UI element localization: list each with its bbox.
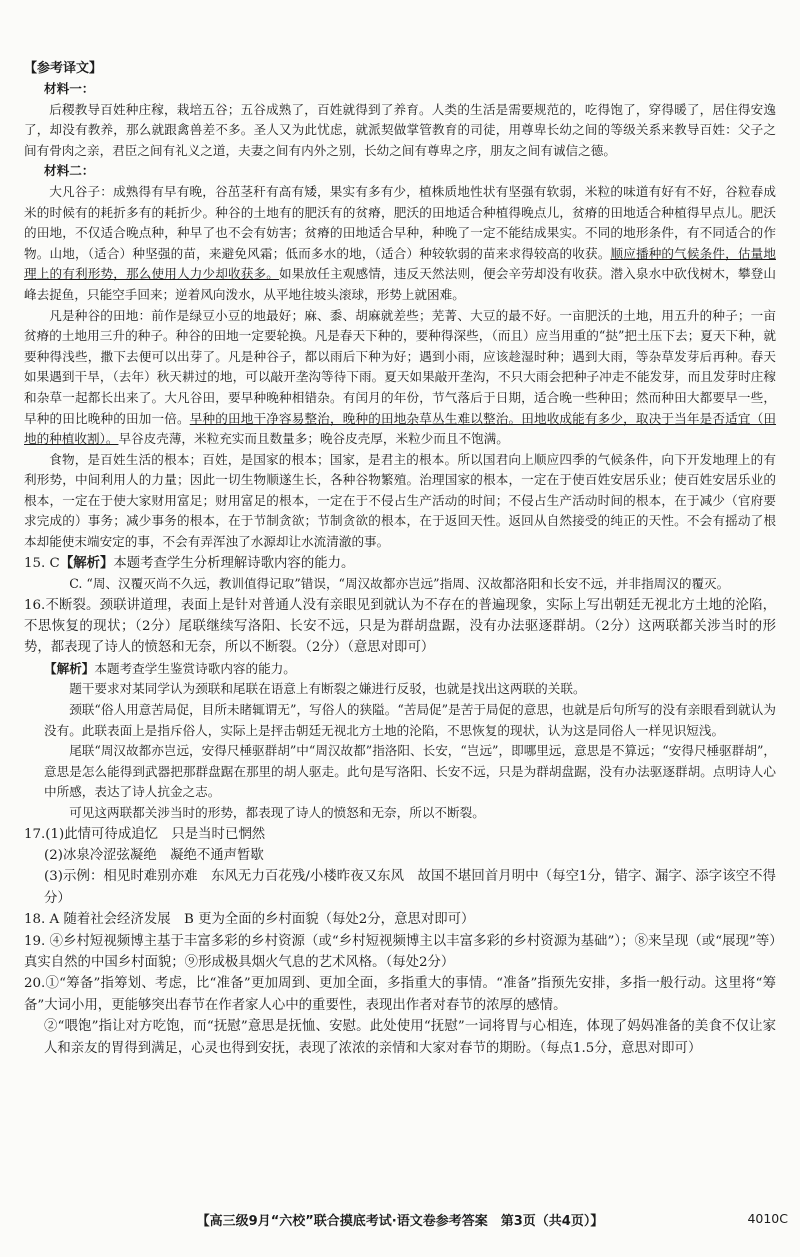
q17-answer-2: (2)冰泉冷涩弦凝绝 凝绝不通声暂歇 xyxy=(44,848,264,864)
q20-a1: ①“筹备”指筹划、考虑，比“准备”更加周到、更加全面，多指重大的事情。“准备”指预先安排，多指一般行动。这里将“筹备”大词小用，更能够突出春节在作者家人心中的重要性，表现出作者对春节的浓厚的感情。 xyxy=(24,976,776,1013)
q16-analysis-tag: 【解析】 xyxy=(44,660,95,676)
q15-intro: 本题考查学生分析理解诗歌内容的能力。 xyxy=(113,555,355,571)
q17-label: 17. xyxy=(24,826,46,842)
q18-answer: 18. A 随着社会经济发展 B 更为全面的乡村面貌（每处2分，意思对即可） xyxy=(24,912,475,928)
para-2-text-a: 凡是种谷的田地：前作是绿豆小豆的地最好；麻、黍、胡麻就差些；芜菁、大豆的最不好。一亩肥沃的土地，用五升的种子；一亩贫瘠的土地用三升的种子。种谷的田地一定要轮换。凡是春天下种的，要种得深些，（而且）应当用重的“挞”把土压下去；夏天下种，就要种得浅些，撒下去便可以出芽了。凡是种谷子，都以雨后下种为好；遇到小雨，应该趁湿时种；遇到大雨，等杂草发芽后再种。春天如果遇到干旱，（去年）秋天耕过的地，可以敲开垄沟等待下雨。夏天如果敲开垄沟，不只大雨会把种子冲走不能发芽，而且发芽时庄稼和杂草一起都长出来了。大凡谷田，要早种晚种相错杂。有闰月的年份，节气落后于日期，适合晚一些种田；然而种田大都要早一些，早种的田比晚种的田加一倍。 xyxy=(24,307,776,426)
material-2-para-2 xyxy=(24,306,776,450)
section-heading: 【参考译文】 xyxy=(24,61,103,76)
para-1-text-b: 如果放任主观感情，违反天然法则，便会辛劳却没有收获。潜入泉水中砍伐树木，攀登山峰去捉鱼，只能空手回来；逆着风向泼水，从平地往坡头滚球，形势上就困难。 xyxy=(24,266,777,302)
q20-answer-2: ②“喂饱”指让对方吃饱，而“抚慰”意思是抚恤、安慰。此处使用“抚慰”一词将胃与心相连，体现了妈妈准备的美食不仅让家人和亲友的胃得到满足，心灵也得到安抚，表现了浓浓的亲情和大家对春节的期盼。（每点1.5分，意思对即可） xyxy=(44,1019,776,1056)
q16-explanation-1: 题干要求对某同学认为颈联和尾联在语意上有断裂之嫌进行反驳，也就是找出这两联的关联。 xyxy=(69,681,586,697)
para-1-text-a: 大凡谷子：成熟得有早有晚，谷茁茎秆有高有矮，果实有多有少，植株质地性状有坚强有软弱，米粒的味道有好有不好，谷粒春成米的时候有的耗折多有的耗折少。种谷的土地有的肥沃有的贫瘠，肥沃的田地适合种植得晚点儿，贫瘠的田地适合种植得早点儿。肥沃的田地，不仅适合晚点种，种早了也不会有妨害；贫瘠的田地适合早种，种晚了一定不能结成果实。不同的地形条件，有不同适合的作物。山地，（适合）种坚强的苗，来避免风霜；低而多水的地，（适合）种较软弱的苗来求得较高的收获。 xyxy=(24,183,776,261)
q17-a1: (1)此情可待成追忆 只是当时已惘然 xyxy=(45,826,266,842)
q20-label: 20. xyxy=(24,976,46,992)
para-2-underlined: 早种的田地干净容易整治，晚种的田地杂草丛生难以整治。田地收成能有多少，取决于当年是否适宜（田地的种植收割）。 xyxy=(24,410,777,447)
q19-answer: 19. ④乡村短视频博主基于丰富多彩的乡村资源（或“乡村短视频博主以丰富多彩的乡村资源为基础”）；⑧来呈现（或“展现”等）真实自然的中国乡村面貌；⑨形成极具烟火气息的艺术风格。（每处2分） xyxy=(24,933,776,971)
q20-answer-1 xyxy=(24,973,776,1016)
para-2-text-b: 早谷皮壳薄，米粒充实而且数量多；晚谷皮壳厚，米粒少而且不饱满。 xyxy=(118,431,509,447)
q17-answer-1 xyxy=(24,824,776,845)
q16-explanation-3: 尾联“周汉故都亦岂远，安得尺棰驱群胡”中“周汉故都”指洛阳、长安，“岂远”，即哪里远，意思是不算远；“安得尺棰驱群胡”，意思是怎么能得到武器把那群盘踞在那里的胡人驱走。此句是写洛阳、长安不远，只是为群胡盘踞，没有办法驱逐群胡。点明诗人心中所感，表达了诗人抗金之志。 xyxy=(44,743,776,800)
q16-intro: 本题考查学生鉴赏诗歌内容的能力。 xyxy=(94,660,296,676)
para-1-underlined: 顺应播种的气候条件，估量地理上的有利形势，那么使用人力少却收获多。 xyxy=(24,245,776,282)
material-2-para-3: 食物，是百姓生活的根本；百姓，是国家的根本；国家，是君主的根本。所以国君向上顺应四季的气候条件，向下开发地理上的有利形势，中间利用人的力量；因此一切生物顺遂生长，各种谷物繁殖。治理国家的根本，一定在于使百姓安居乐业；使百姓安居乐业的根本，一定在于使大家财用富足；财用富足的根本，一定在于不侵占生产活动的时间；不侵占生产活动时间的根本，在于减少（官府要求完成的）事务；减少事务的根本，在于节制贪欲；节制贪欲的根本，在于返回天性。返回从自然接受的纯正的天性。不会有摇动了根本却能使末端安定的事，不会有弄浑浊了水源却让水流清澈的事。 xyxy=(24,451,776,550)
material-2-para-1 xyxy=(24,182,776,306)
q16-label: 16. xyxy=(24,597,46,613)
q17-answer-3: (3)示例：相见时难别亦难 东风无力百花残/小楼昨夜又东风 故国不堪回首月明中（每空1分，错字、漏字、添字该空不得分） xyxy=(44,869,776,906)
q15-label: 15. C xyxy=(24,555,60,571)
q16-answer xyxy=(24,595,776,659)
material-1-text: 后稷教导百姓种庄稼，栽培五谷；五谷成熟了，百姓就得到了养育。人类的生活是需要规范的，吃得饱了，穿得暖了，居住得安逸了，却没有教养，那么就跟禽兽差不多。圣人又为此忧虑，就派契做掌管教育的司徒，用尊卑长幼之间的等级关系来教导百姓：父子之间有骨肉之亲，君臣之间有礼义之道，夫妻之间有内外之别，长幼之间有尊卑之序，朋友之间有诚信之德。 xyxy=(24,101,776,158)
q15-explanation: C. “周、汉覆灭尚不久远，教训值得记取”错误，“周汉故都亦岂远”指周、汉故都洛阳和长安不远，并非指周汉的覆灭。 xyxy=(69,576,730,592)
material-2-title: 材料二： xyxy=(44,163,95,179)
q16-analysis xyxy=(44,659,776,680)
q15-answer xyxy=(24,553,776,574)
q16-explanation-2: 颈联“俗人用意苦局促，目所未睹辄谓无”，写俗人的狭隘。“苦局促”是苦于局促的意思，也就是后句所写的没有亲眼看到就认为没有。此联表面上是指斥俗人，实际上是抨击朝廷无视北方土地的沦陷，不思恢复的现状，认为这是同俗人一样见识短浅。 xyxy=(44,702,776,738)
exam-code: 4010C xyxy=(747,1211,788,1226)
q15-analysis-tag: 【解析】 xyxy=(59,555,114,571)
q16-explanation-4: 可见这两联都关涉当时的形势，都表现了诗人的愤怒和无奈，所以不断裂。 xyxy=(69,805,485,821)
material-1-title: 材料一： xyxy=(44,81,95,96)
q16-answer-text: 不断裂。颈联讲道理，表面上是针对普通人没有亲眼见到就认为不存在的普遍现象，实际上写出朝廷无视北方土地的沦陷，不思恢复的现状；（2分）尾联继续写洛阳、长安不远，只是为群胡盘踞，没有办法驱逐群胡。（2分）这两联都关涉当时的形势，都表现了诗人的愤怒和无奈，所以不断裂。（2分）（意思对即可） xyxy=(24,597,776,656)
page-footer: 【高三级9月“六校”联合摸底考试·语文卷参考答案 第3页（共4页）】 xyxy=(196,1214,604,1229)
